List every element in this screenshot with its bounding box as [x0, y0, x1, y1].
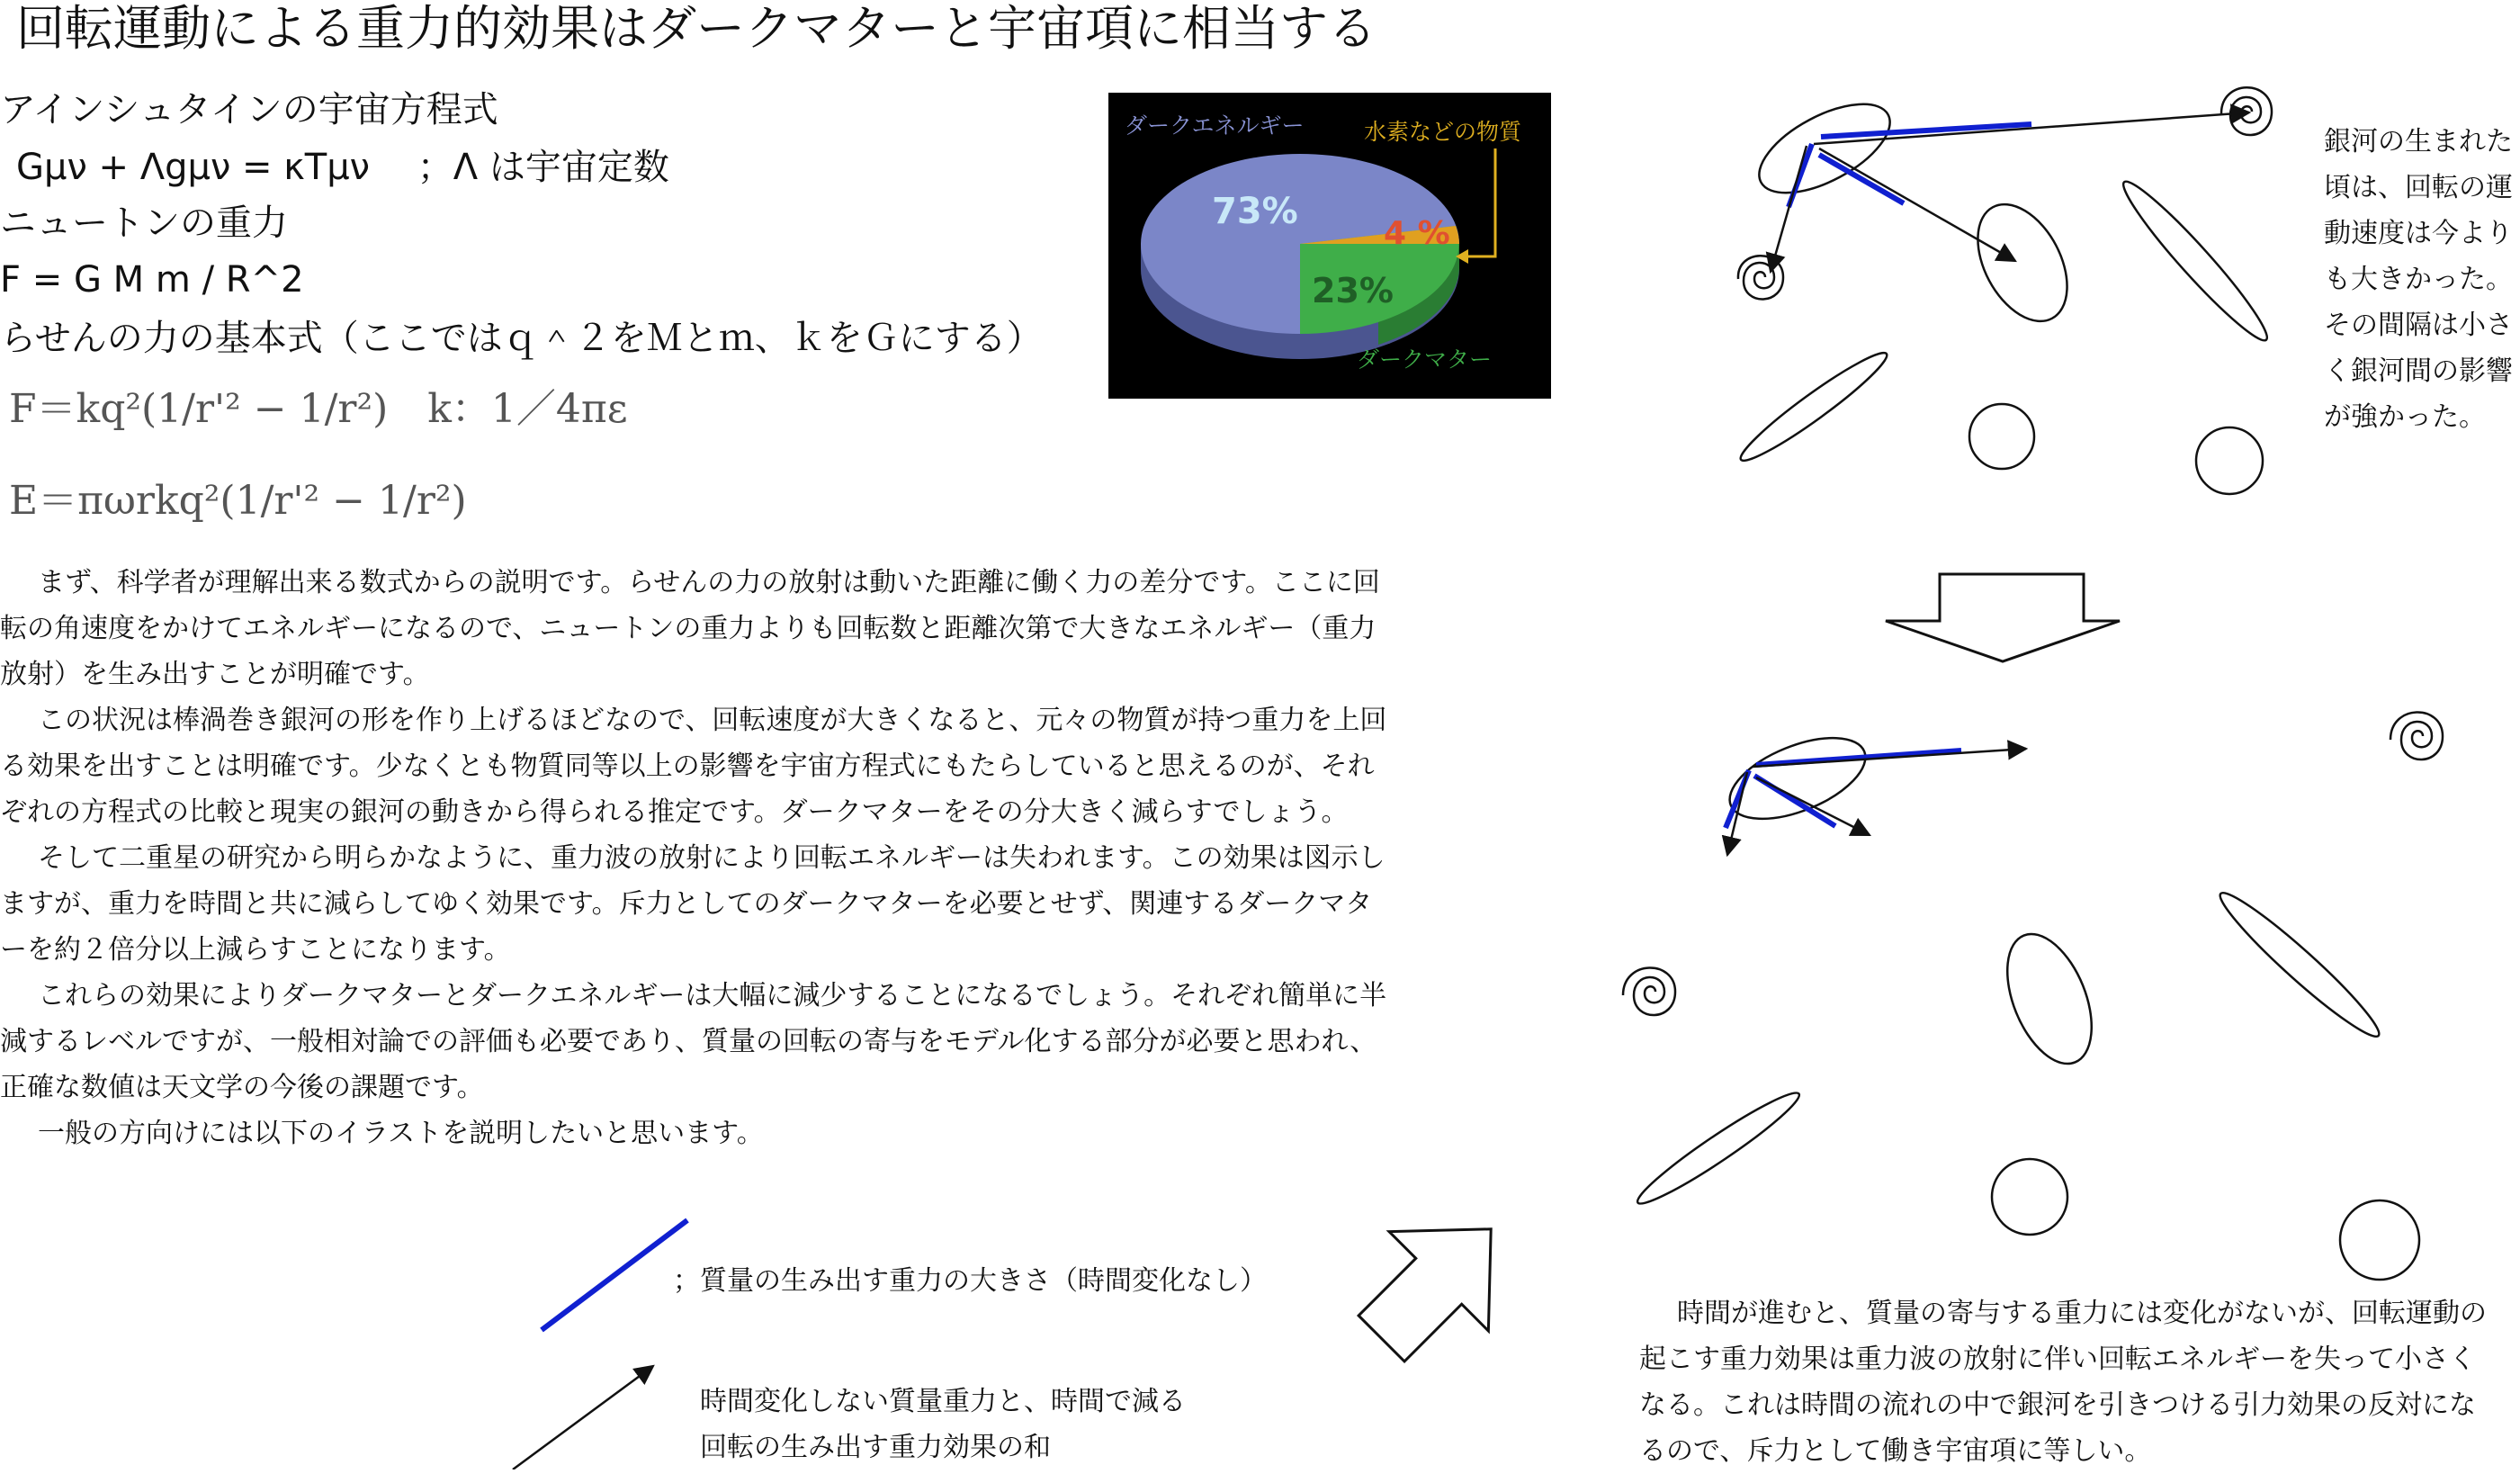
- later-blue-line-1: [1756, 750, 1961, 765]
- einstein-heading: アインシュタインの宇宙方程式: [0, 89, 498, 130]
- body-paragraph-1: まず、科学者が理解出来る数式からの説明です。らせんの力の放射は動いた距離に働く力の差分です。ここに回転の角速度をかけてエネルギーになるので、ニュートンの重力よりも回転数と距離次第で大きなエネルギー（重力放射）を生み出すことが明確です。: [0, 567, 1380, 690]
- early-spiral-galaxy-1: [2221, 87, 2272, 135]
- legend-arrow-text-2: 回転の生み出す重力効果の和: [700, 1432, 1051, 1463]
- later-spiral-galaxy-2: [1623, 967, 1675, 1015]
- legend-blue-line: [542, 1220, 687, 1330]
- later-arrow-1: [1753, 749, 2026, 767]
- pie-label-dark-energy: ダークエネルギー: [1125, 112, 1305, 139]
- later-spiral-galaxy-1: [2390, 712, 2443, 759]
- newton-equation: F = G M m / R^2: [0, 259, 304, 301]
- later-round-galaxy-1: [1992, 1159, 2067, 1235]
- spiral-force-formula: F＝kq²(1/r'² − 1/r²) k：1／4πε: [9, 386, 628, 432]
- early-round-galaxy-2: [2196, 427, 2263, 494]
- later-edge-on-galaxy-1: [2211, 883, 2389, 1047]
- early-edge-on-galaxy-2: [1734, 344, 1894, 470]
- pie-value-dark-matter: 23%: [1312, 271, 1394, 310]
- later-arrow-3: [1756, 777, 1870, 835]
- body-paragraph-5: 一般の方向けには以下のイラストを説明したいと思います。: [38, 1118, 764, 1149]
- page-title: 回転運動による重力的効果はダークマターと宇宙項に相当する: [16, 0, 1377, 57]
- later-barred-galaxy: [1718, 722, 1876, 836]
- early-universe-note: 銀河の生まれた頃は、回転の運動速度は今よりも大きかった。その間隔は小さく銀河間の影響が強かった。: [2324, 126, 2513, 433]
- pie-value-dark-energy: 73%: [1212, 191, 1298, 232]
- early-arrow-3: [1819, 148, 2015, 261]
- einstein-eq-text: Gμν + Λgμν = κTμν: [16, 147, 371, 188]
- body-paragraph-2: この状況は棒渦巻き銀河の形を作り上げるほどなので、回転速度が大きくなると、元々の物質が持つ重力を上回る効果を出すことは明確です。少なくとも物質同等以上の影響を宇宙方程式にもたらしていると思えるのが、それぞれの方程式の比較と現実の銀河の動きから得られる推定です。ダークマターをその分大きく減らすでしょう。: [0, 705, 1387, 828]
- early-elliptical-galaxy: [1960, 189, 2085, 336]
- newton-heading: ニュートンの重力: [0, 202, 288, 244]
- early-arrow-2: [1771, 146, 1807, 272]
- early-edge-on-galaxy-1: [2113, 173, 2277, 350]
- early-scene: [1734, 86, 2277, 494]
- legend-blue-line-text: ；質量の生み出す重力の大きさ（時間変化なし）: [673, 1265, 1267, 1297]
- down-arrow: [1886, 574, 2120, 661]
- einstein-note: ；Λ は宇宙定数: [417, 147, 669, 188]
- outlined-arrow-up-right: [1332, 1180, 1540, 1389]
- legend-black-arrow: [513, 1366, 653, 1470]
- later-universe-note: 時間が進むと、質量の寄与する重力には変化がないが、回転運動の起こす重力効果は重力波の放射に伴い回転エネルギーを失って小さくなる。これは時間の流れの中で銀河を引きつける引力効果の反対になるので、斥力として働き宇宙項に等しい。: [1639, 1298, 2487, 1467]
- later-edge-on-galaxy-2: [1631, 1083, 1807, 1213]
- later-round-galaxy-2: [2340, 1200, 2419, 1280]
- early-arrow-1: [1814, 112, 2249, 144]
- later-elliptical-galaxy: [1990, 922, 2108, 1076]
- later-scene: [1623, 712, 2443, 1280]
- pie-value-matter: 4 %: [1384, 215, 1450, 252]
- body-paragraph-4: これらの効果によりダークマターとダークエネルギーは大幅に減少することになるでしょう。それぞれ簡単に半減するレベルですが、一般相対論での評価も必要であり、質量の回転の寄与をモデル化する部分が必要と思われ、正確な数値は天文学の今後の課題です。: [0, 980, 1387, 1103]
- pie-label-hydrogen: 水素などの物質: [1364, 119, 1522, 145]
- body-paragraph-3: そして二重星の研究から明らかなように、重力波の放射により回転エネルギーは失われます。この効果は図示しますが、重力を時間と共に減らしてゆく効果です。斥力としてのダークマターを必要とせず、関連するダークマターを約２倍分以上減らすことになります。: [0, 842, 1386, 966]
- spiral-heading: らせんの力の基本式（ここではｑ＾２をＭとｍ、ｋをＧにする）: [0, 318, 1043, 359]
- legend-arrow-text-1: 時間変化しない質量重力と、時間で減る: [700, 1386, 1186, 1417]
- early-round-galaxy-1: [1969, 404, 2034, 469]
- pie-label-dark-matter: ダークマター: [1357, 346, 1493, 373]
- early-spiral-galaxy-2: [1738, 256, 1783, 299]
- spiral-energy-formula: E＝πωrkq²(1/r'² − 1/r²): [9, 478, 467, 524]
